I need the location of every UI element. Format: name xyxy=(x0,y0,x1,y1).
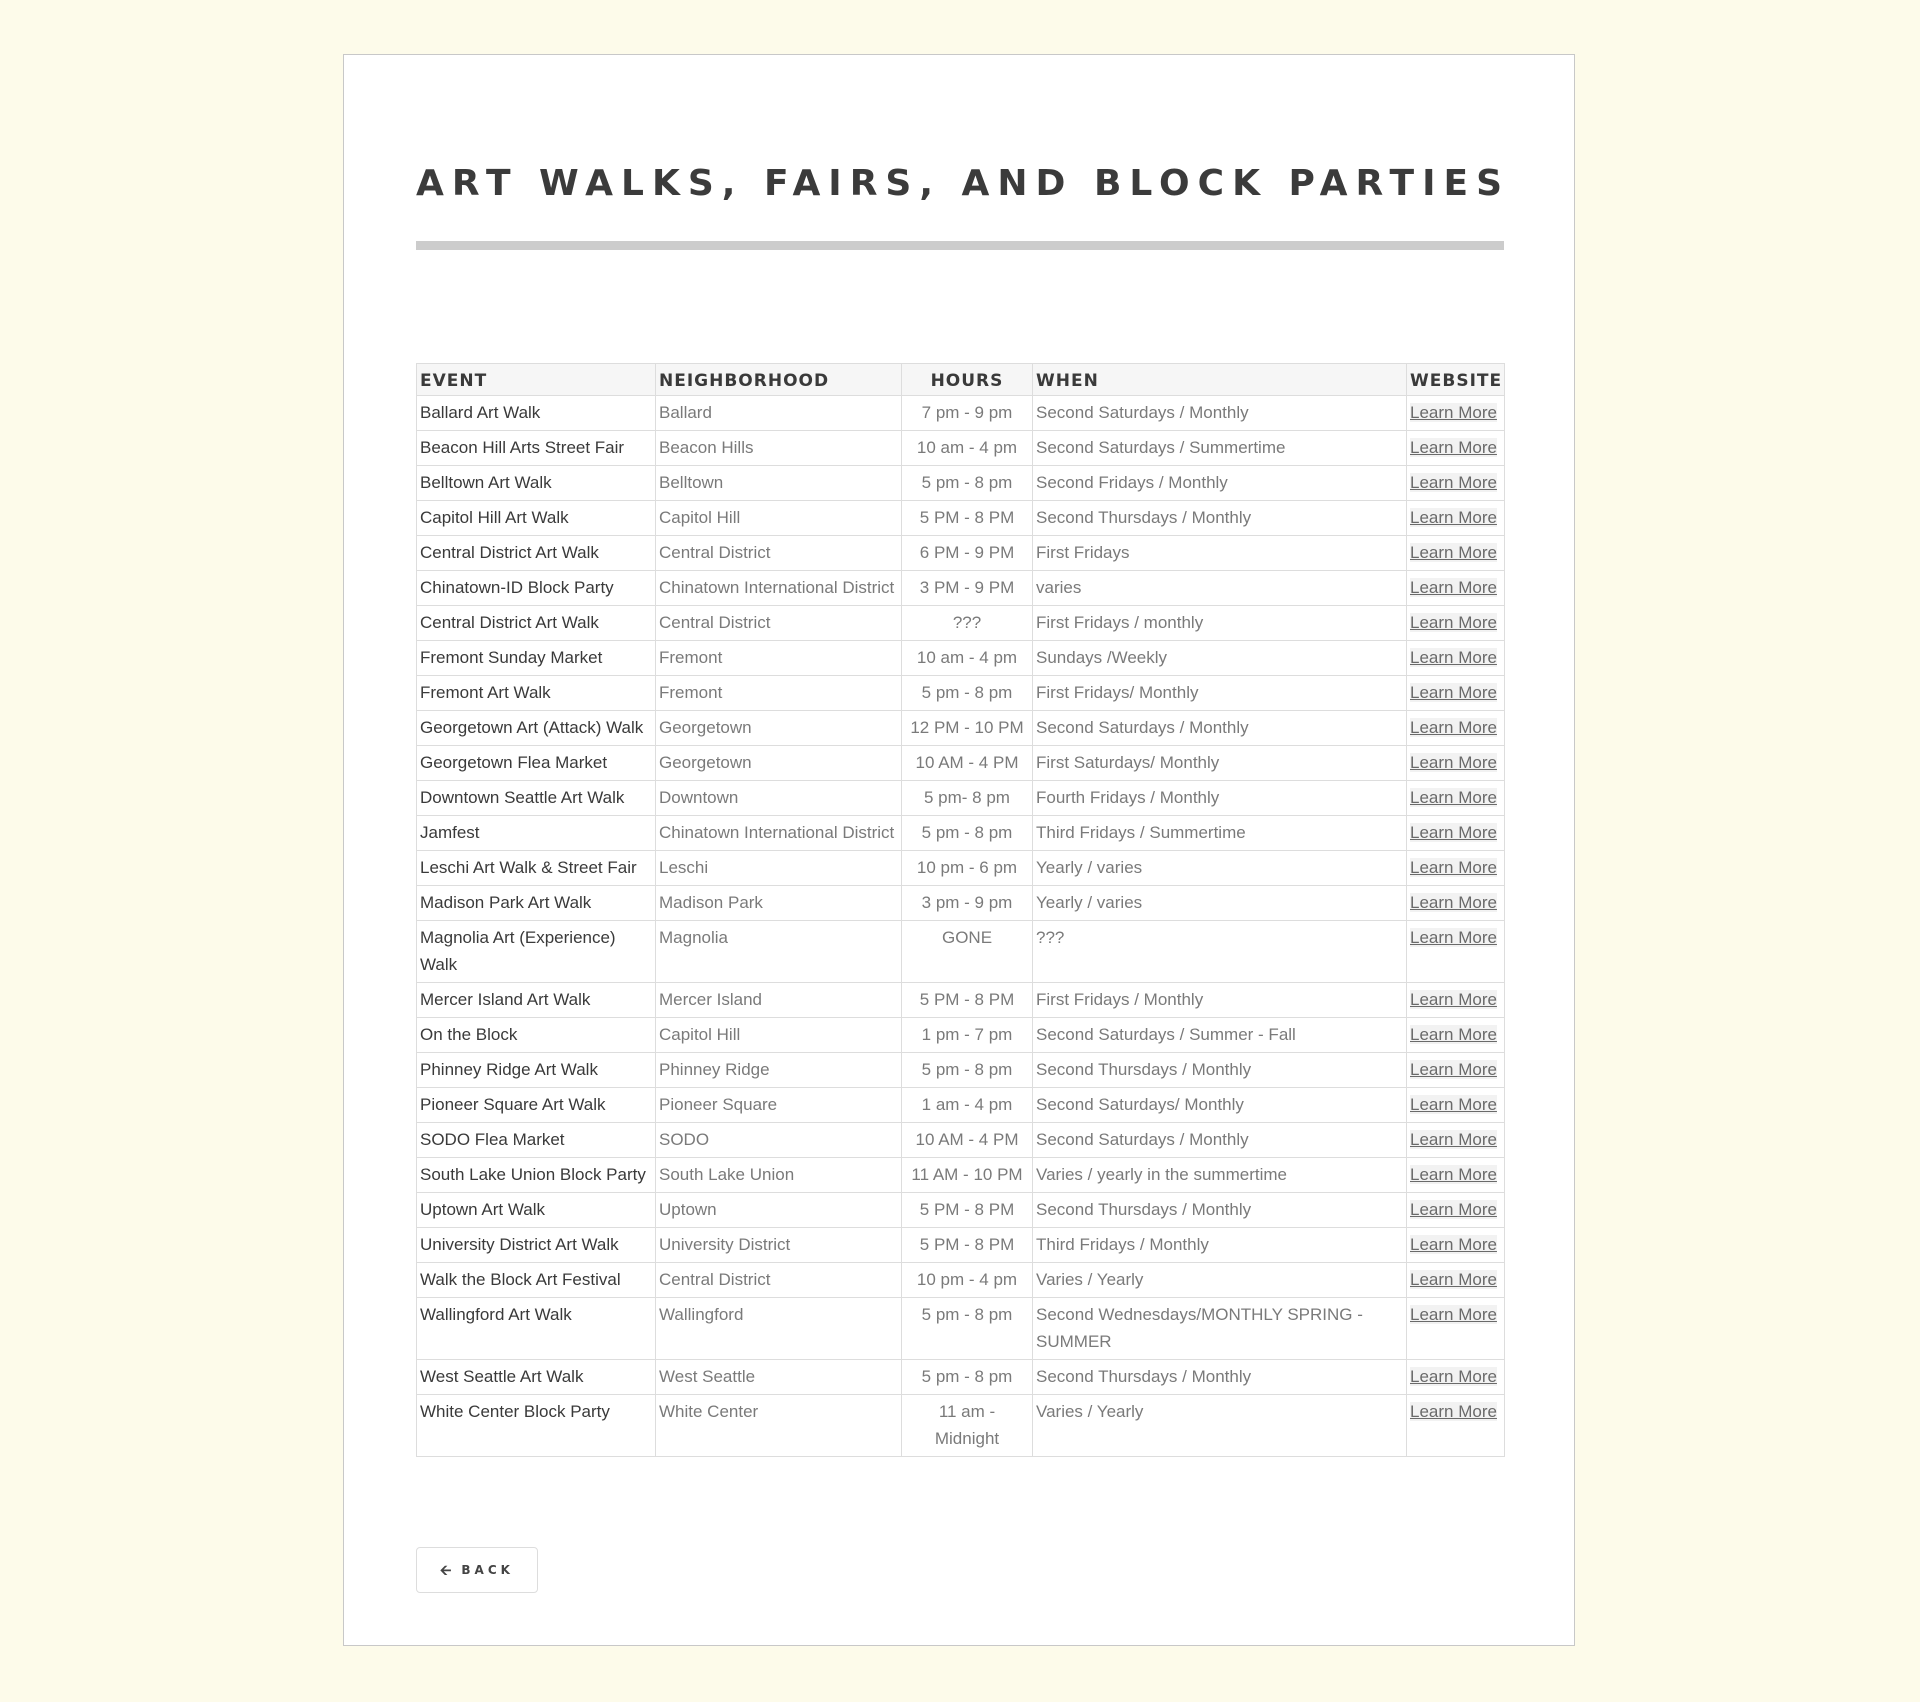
learn-more-link[interactable]: Learn More xyxy=(1410,1130,1497,1149)
hours-cell: 10 am - 4 pm xyxy=(902,431,1033,466)
table-row xyxy=(417,466,1505,501)
table-row xyxy=(417,1395,1505,1457)
neighborhood-cell: University District xyxy=(656,1228,902,1263)
hours-cell: 5 pm- 8 pm xyxy=(902,781,1033,816)
when-cell: Varies / yearly in the summertime xyxy=(1033,1158,1407,1193)
when-cell: Second Wednesdays/MONTHLY SPRING - SUMMER xyxy=(1033,1298,1407,1360)
learn-more-link[interactable]: Learn More xyxy=(1410,1305,1497,1324)
neighborhood-cell: Madison Park xyxy=(656,886,902,921)
neighborhood-cell: Beacon Hills xyxy=(656,431,902,466)
table-row xyxy=(417,641,1505,676)
hours-cell: 7 pm - 9 pm xyxy=(902,396,1033,431)
event-name-cell: University District Art Walk xyxy=(417,1228,656,1263)
website-cell xyxy=(1407,711,1505,746)
event-name-cell: White Center Block Party xyxy=(417,1395,656,1457)
title-divider xyxy=(416,241,1504,250)
hours-cell: 10 pm - 4 pm xyxy=(902,1263,1033,1298)
event-name-cell: Georgetown Flea Market xyxy=(417,746,656,781)
learn-more-link[interactable]: Learn More xyxy=(1410,508,1497,527)
website-cell xyxy=(1407,1395,1505,1457)
learn-more-link[interactable]: Learn More xyxy=(1410,893,1497,912)
when-cell: varies xyxy=(1033,571,1407,606)
hours-cell: 3 pm - 9 pm xyxy=(902,886,1033,921)
when-cell: Sundays /Weekly xyxy=(1033,641,1407,676)
learn-more-link[interactable]: Learn More xyxy=(1410,1402,1497,1421)
event-name-cell: Belltown Art Walk xyxy=(417,466,656,501)
learn-more-link[interactable]: Learn More xyxy=(1410,858,1497,877)
column-header-website: WEBSITE xyxy=(1407,364,1505,396)
column-header-neighborhood: NEIGHBORHOOD xyxy=(656,364,902,396)
table-row xyxy=(417,606,1505,641)
website-cell xyxy=(1407,431,1505,466)
when-cell: Varies / Yearly xyxy=(1033,1395,1407,1457)
events-table-container xyxy=(416,363,1504,1457)
website-cell xyxy=(1407,886,1505,921)
event-name-cell: Ballard Art Walk xyxy=(417,396,656,431)
neighborhood-cell: Wallingford xyxy=(656,1298,902,1360)
hours-cell: 5 pm - 8 pm xyxy=(902,676,1033,711)
event-name-cell: SODO Flea Market xyxy=(417,1123,656,1158)
learn-more-link[interactable]: Learn More xyxy=(1410,1165,1497,1184)
table-row xyxy=(417,1053,1505,1088)
neighborhood-cell: Belltown xyxy=(656,466,902,501)
event-name-cell: Wallingford Art Walk xyxy=(417,1298,656,1360)
when-cell: Second Saturdays / Monthly xyxy=(1033,711,1407,746)
table-row xyxy=(417,886,1505,921)
neighborhood-cell: Uptown xyxy=(656,1193,902,1228)
neighborhood-cell: Fremont xyxy=(656,676,902,711)
event-name-cell: Downtown Seattle Art Walk xyxy=(417,781,656,816)
website-cell xyxy=(1407,396,1505,431)
table-row xyxy=(417,1018,1505,1053)
hours-cell: 11 AM - 10 PM xyxy=(902,1158,1033,1193)
event-name-cell: Uptown Art Walk xyxy=(417,1193,656,1228)
neighborhood-cell: SODO xyxy=(656,1123,902,1158)
website-cell xyxy=(1407,921,1505,983)
neighborhood-cell: Capitol Hill xyxy=(656,501,902,536)
hours-cell: 6 PM - 9 PM xyxy=(902,536,1033,571)
table-row xyxy=(417,1158,1505,1193)
column-header-when: WHEN xyxy=(1033,364,1407,396)
neighborhood-cell: Pioneer Square xyxy=(656,1088,902,1123)
learn-more-link[interactable]: Learn More xyxy=(1410,683,1497,702)
neighborhood-cell: West Seattle xyxy=(656,1360,902,1395)
website-cell xyxy=(1407,1158,1505,1193)
when-cell: Second Thursdays / Monthly xyxy=(1033,501,1407,536)
event-name-cell: Mercer Island Art Walk xyxy=(417,983,656,1018)
column-header-hours: HOURS xyxy=(902,364,1033,396)
events-table-body xyxy=(417,396,1505,1457)
table-row xyxy=(417,536,1505,571)
table-row xyxy=(417,1123,1505,1158)
neighborhood-cell: Central District xyxy=(656,536,902,571)
learn-more-link[interactable]: Learn More xyxy=(1410,648,1497,667)
table-row xyxy=(417,781,1505,816)
website-cell xyxy=(1407,1360,1505,1395)
when-cell: First Fridays xyxy=(1033,536,1407,571)
hours-cell: 12 PM - 10 PM xyxy=(902,711,1033,746)
website-cell xyxy=(1407,1298,1505,1360)
event-name-cell: Leschi Art Walk & Street Fair xyxy=(417,851,656,886)
table-row xyxy=(417,851,1505,886)
when-cell: Varies / Yearly xyxy=(1033,1263,1407,1298)
neighborhood-cell: White Center xyxy=(656,1395,902,1457)
neighborhood-cell: Phinney Ridge xyxy=(656,1053,902,1088)
learn-more-link[interactable]: Learn More xyxy=(1410,1270,1497,1289)
neighborhood-cell: Mercer Island xyxy=(656,983,902,1018)
table-row xyxy=(417,571,1505,606)
when-cell: Second Thursdays / Monthly xyxy=(1033,1193,1407,1228)
neighborhood-cell: Central District xyxy=(656,606,902,641)
when-cell: Second Thursdays / Monthly xyxy=(1033,1360,1407,1395)
content-card xyxy=(343,54,1575,1646)
hours-cell: 1 am - 4 pm xyxy=(902,1088,1033,1123)
event-name-cell: Phinney Ridge Art Walk xyxy=(417,1053,656,1088)
event-name-cell: Georgetown Art (Attack) Walk xyxy=(417,711,656,746)
learn-more-link[interactable]: Learn More xyxy=(1410,438,1497,457)
learn-more-link[interactable]: Learn More xyxy=(1410,1025,1497,1044)
neighborhood-cell: Magnolia xyxy=(656,921,902,983)
table-row xyxy=(417,816,1505,851)
hours-cell: 10 AM - 4 PM xyxy=(902,746,1033,781)
hours-cell: 3 PM - 9 PM xyxy=(902,571,1033,606)
table-row xyxy=(417,983,1505,1018)
website-cell xyxy=(1407,1228,1505,1263)
events-table xyxy=(416,363,1505,1457)
website-cell xyxy=(1407,676,1505,711)
hours-cell: 11 am - Midnight xyxy=(902,1395,1033,1457)
event-name-cell: Central District Art Walk xyxy=(417,606,656,641)
event-name-cell: Pioneer Square Art Walk xyxy=(417,1088,656,1123)
event-name-cell: Central District Art Walk xyxy=(417,536,656,571)
hours-cell: 5 pm - 8 pm xyxy=(902,1053,1033,1088)
back-button-label: BACK xyxy=(461,1563,514,1577)
neighborhood-cell: Georgetown xyxy=(656,711,902,746)
table-row xyxy=(417,1088,1505,1123)
when-cell: First Fridays / monthly xyxy=(1033,606,1407,641)
website-cell xyxy=(1407,1123,1505,1158)
website-cell xyxy=(1407,1263,1505,1298)
hours-cell: 1 pm - 7 pm xyxy=(902,1018,1033,1053)
event-name-cell: West Seattle Art Walk xyxy=(417,1360,656,1395)
learn-more-link[interactable]: Learn More xyxy=(1410,1200,1497,1219)
neighborhood-cell: Central District xyxy=(656,1263,902,1298)
back-button[interactable] xyxy=(416,1547,538,1593)
learn-more-link[interactable]: Learn More xyxy=(1410,1095,1497,1114)
hours-cell: 5 pm - 8 pm xyxy=(902,1298,1033,1360)
when-cell: Second Saturdays/ Monthly xyxy=(1033,1088,1407,1123)
learn-more-link[interactable]: Learn More xyxy=(1410,543,1497,562)
learn-more-link[interactable]: Learn More xyxy=(1410,823,1497,842)
hours-cell: ??? xyxy=(902,606,1033,641)
when-cell: First Fridays / Monthly xyxy=(1033,983,1407,1018)
learn-more-link[interactable]: Learn More xyxy=(1410,578,1497,597)
hours-cell: 5 pm - 8 pm xyxy=(902,466,1033,501)
website-cell xyxy=(1407,1053,1505,1088)
hours-cell: 10 am - 4 pm xyxy=(902,641,1033,676)
website-cell xyxy=(1407,1193,1505,1228)
when-cell: First Saturdays/ Monthly xyxy=(1033,746,1407,781)
learn-more-link[interactable]: Learn More xyxy=(1410,753,1497,772)
website-cell xyxy=(1407,466,1505,501)
learn-more-link[interactable]: Learn More xyxy=(1410,1367,1497,1386)
learn-more-link[interactable]: Learn More xyxy=(1410,928,1497,947)
when-cell: Third Fridays / Monthly xyxy=(1033,1228,1407,1263)
event-name-cell: Jamfest xyxy=(417,816,656,851)
neighborhood-cell: Fremont xyxy=(656,641,902,676)
event-name-cell: Walk the Block Art Festival xyxy=(417,1263,656,1298)
table-row xyxy=(417,1263,1505,1298)
website-cell xyxy=(1407,851,1505,886)
page-title: ART WALKS, FAIRS, AND BLOCK PARTIES xyxy=(416,163,1511,204)
website-cell xyxy=(1407,606,1505,641)
hours-cell: 5 PM - 8 PM xyxy=(902,1228,1033,1263)
hours-cell: 5 PM - 8 PM xyxy=(902,983,1033,1018)
website-cell xyxy=(1407,816,1505,851)
when-cell: Second Fridays / Monthly xyxy=(1033,466,1407,501)
website-cell xyxy=(1407,536,1505,571)
event-name-cell: South Lake Union Block Party xyxy=(417,1158,656,1193)
neighborhood-cell: Georgetown xyxy=(656,746,902,781)
website-cell xyxy=(1407,571,1505,606)
website-cell xyxy=(1407,501,1505,536)
table-row xyxy=(417,921,1505,983)
website-cell xyxy=(1407,781,1505,816)
when-cell: ??? xyxy=(1033,921,1407,983)
website-cell xyxy=(1407,641,1505,676)
learn-more-link[interactable]: Learn More xyxy=(1410,1060,1497,1079)
column-header-event: EVENT xyxy=(417,364,656,396)
event-name-cell: Magnolia Art (Experience) Walk xyxy=(417,921,656,983)
event-name-cell: Fremont Art Walk xyxy=(417,676,656,711)
learn-more-link[interactable]: Learn More xyxy=(1410,788,1497,807)
when-cell: Yearly / varies xyxy=(1033,851,1407,886)
when-cell: Second Saturdays / Monthly xyxy=(1033,396,1407,431)
event-name-cell: Madison Park Art Walk xyxy=(417,886,656,921)
table-row xyxy=(417,431,1505,466)
when-cell: Second Saturdays / Monthly xyxy=(1033,1123,1407,1158)
website-cell xyxy=(1407,746,1505,781)
learn-more-link[interactable]: Learn More xyxy=(1410,473,1497,492)
learn-more-link[interactable]: Learn More xyxy=(1410,990,1497,1009)
table-row xyxy=(417,501,1505,536)
hours-cell: 10 AM - 4 PM xyxy=(902,1123,1033,1158)
neighborhood-cell: Capitol Hill xyxy=(656,1018,902,1053)
table-row xyxy=(417,1360,1505,1395)
neighborhood-cell: Chinatown International District xyxy=(656,816,902,851)
learn-more-link[interactable]: Learn More xyxy=(1410,718,1497,737)
hours-cell: 5 PM - 8 PM xyxy=(902,501,1033,536)
hours-cell: GONE xyxy=(902,921,1033,983)
when-cell: Yearly / varies xyxy=(1033,886,1407,921)
when-cell: Second Saturdays / Summer - Fall xyxy=(1033,1018,1407,1053)
website-cell xyxy=(1407,1088,1505,1123)
website-cell xyxy=(1407,983,1505,1018)
hours-cell: 5 PM - 8 PM xyxy=(902,1193,1033,1228)
table-row xyxy=(417,746,1505,781)
event-name-cell: Chinatown-ID Block Party xyxy=(417,571,656,606)
event-name-cell: On the Block xyxy=(417,1018,656,1053)
when-cell: First Fridays/ Monthly xyxy=(1033,676,1407,711)
when-cell: Third Fridays / Summertime xyxy=(1033,816,1407,851)
table-row xyxy=(417,1193,1505,1228)
table-row xyxy=(417,676,1505,711)
event-name-cell: Fremont Sunday Market xyxy=(417,641,656,676)
learn-more-link[interactable]: Learn More xyxy=(1410,1235,1497,1254)
event-name-cell: Beacon Hill Arts Street Fair xyxy=(417,431,656,466)
hours-cell: 10 pm - 6 pm xyxy=(902,851,1033,886)
hours-cell: 5 pm - 8 pm xyxy=(902,1360,1033,1395)
event-name-cell: Capitol Hill Art Walk xyxy=(417,501,656,536)
neighborhood-cell: Leschi xyxy=(656,851,902,886)
learn-more-link[interactable]: Learn More xyxy=(1410,613,1497,632)
neighborhood-cell: Ballard xyxy=(656,396,902,431)
when-cell: Second Saturdays / Summertime xyxy=(1033,431,1407,466)
hours-cell: 5 pm - 8 pm xyxy=(902,816,1033,851)
table-row xyxy=(417,1298,1505,1360)
when-cell: Fourth Fridays / Monthly xyxy=(1033,781,1407,816)
table-header-row xyxy=(417,364,1505,396)
table-row xyxy=(417,1228,1505,1263)
neighborhood-cell: Downtown xyxy=(656,781,902,816)
table-row xyxy=(417,396,1505,431)
arrow-left-icon: 🡨 xyxy=(440,1562,452,1578)
website-cell xyxy=(1407,1018,1505,1053)
neighborhood-cell: South Lake Union xyxy=(656,1158,902,1193)
neighborhood-cell: Chinatown International District xyxy=(656,571,902,606)
learn-more-link[interactable]: Learn More xyxy=(1410,403,1497,422)
table-row xyxy=(417,711,1505,746)
when-cell: Second Thursdays / Monthly xyxy=(1033,1053,1407,1088)
